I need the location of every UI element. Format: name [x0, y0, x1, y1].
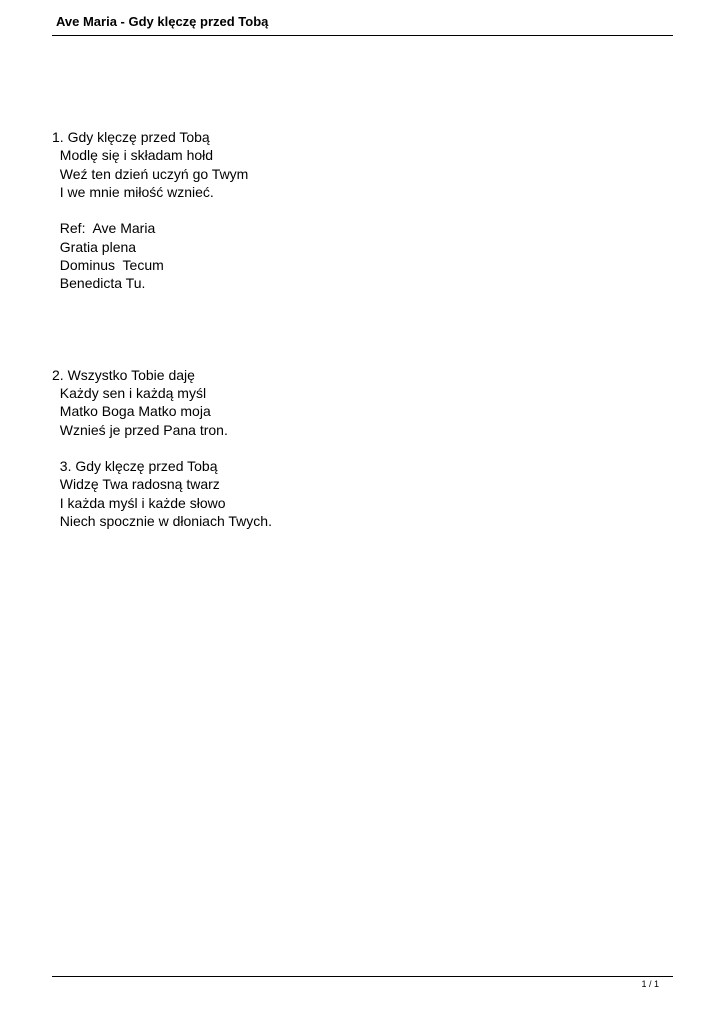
refrain-line: Dominus Tecum	[52, 257, 164, 274]
refrain-line: Gratia plena	[52, 238, 137, 255]
lyric-line: Każdy sen i każdą myśl	[52, 384, 207, 401]
lyric-line: Weź ten dzień uczyń go Twym	[52, 165, 249, 182]
page-number: 1 / 1	[641, 979, 659, 989]
page-header-title: Ave Maria - Gdy klęczę przed Tobą	[56, 14, 269, 29]
stanza-spacer	[52, 439, 272, 457]
lyric-line: 3. Gdy klęczę przed Tobą	[52, 458, 218, 475]
lyric-line: 2. Wszystko Tobie daję	[52, 366, 195, 383]
refrain	[52, 219, 272, 292]
refrain-line: Benedicta Tu.	[52, 275, 146, 292]
footer-divider	[52, 976, 673, 977]
lyric-line: Niech spocznie w dłoniach Twych.	[52, 513, 272, 530]
lyric-line: Modlę się i składam hołd	[52, 147, 214, 164]
lyric-line: 1. Gdy klęczę przed Tobą	[52, 129, 210, 145]
lyric-line: Widzę Twa radosną twarz	[52, 476, 220, 493]
refrain-line: Ref: Ave Maria	[52, 220, 156, 237]
lyric-line: I każda myśl i każde słowo	[52, 494, 226, 511]
lyrics-body	[52, 128, 272, 530]
header-divider	[52, 35, 673, 36]
stanza-spacer	[52, 201, 272, 219]
stanza-2	[52, 366, 272, 439]
stanza-1	[52, 128, 272, 201]
stanza-spacer	[52, 293, 272, 366]
lyric-line: I we mnie miłość wznieć.	[52, 183, 214, 200]
lyric-line: Matko Boga Matko moja	[52, 403, 211, 420]
stanza-3	[52, 457, 272, 530]
lyric-line: Wznieś je przed Pana tron.	[52, 421, 228, 438]
